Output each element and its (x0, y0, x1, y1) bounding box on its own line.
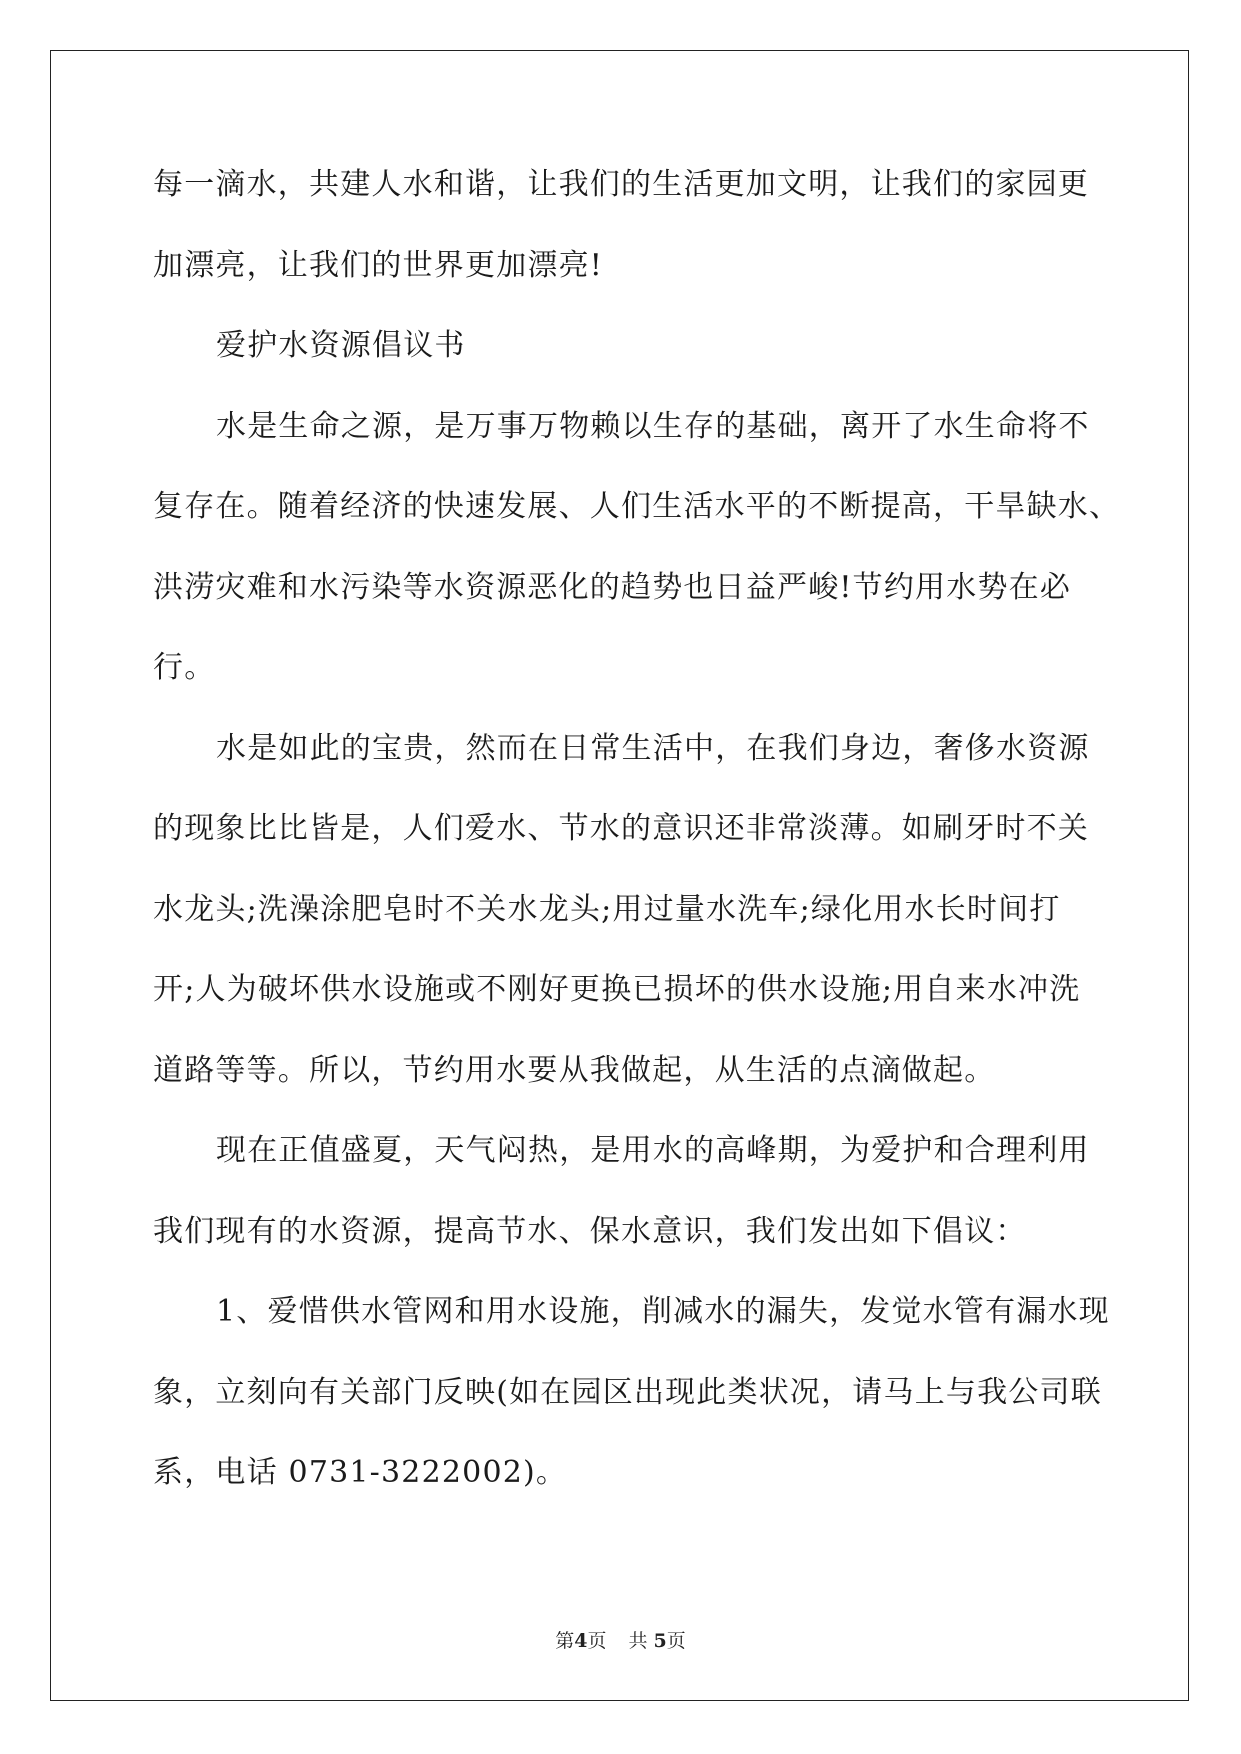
text-line-12: 道路等等。所以，节约用水要从我做起，从生活的点滴做起。 (153, 1052, 996, 1088)
document-body (153, 160, 1121, 1529)
text-line-8: 水是如此的宝贵，然而在日常生活中，在我们身边，奢侈水资源 (216, 730, 1090, 766)
text-line-5: 复存在。随着经济的快速发展、人们生活水平的不断提高，干旱缺水、 (153, 489, 1121, 524)
text-line-13: 现在正值盛夏，天气闷热，是用水的高峰期，为爱护和合理利用 (216, 1133, 1090, 1168)
section-heading: 爱护水资源倡议书 (216, 328, 466, 363)
total-suffix: 页 (666, 1630, 686, 1652)
text-line-11: 开;人为破坏供水设施或不刚好更换已损坏的供水设施;用自来水冲洗 (153, 972, 1081, 1007)
text-line-6: 洪涝灾难和水污染等水资源恶化的趋势也日益严峻!节约用水势在必 (153, 569, 1072, 605)
text-line-4: 水是生命之源，是万事万物赖以生存的基础，离开了水生命将不 (216, 408, 1090, 444)
text-line-9: 的现象比比皆是，人们爱水、节水的意识还非常淡薄。如刷牙时不关 (153, 811, 1089, 846)
text-line-14: 我们现有的水资源，提高节水、保水意识，我们发出如下倡议： (153, 1213, 1027, 1249)
text-line-1: 每一滴水，共建人水和谐，让我们的生活更加文明，让我们的家园更 (153, 167, 1089, 202)
page-suffix: 页 (587, 1630, 607, 1652)
text-line-7: 行。 (153, 650, 216, 685)
total-pages-number: 5 (653, 1630, 667, 1652)
text-line-15: 1、爱惜供水管网和用水设施，削减水的漏失，发觉水管有漏水现 (216, 1294, 1110, 1329)
text-line-2: 加漂亮，让我们的世界更加漂亮! (153, 247, 604, 283)
current-page-number: 4 (574, 1630, 588, 1652)
text-line-16: 象，立刻向有关部门反映(如在园区出现此类状况，请马上与我公司联 (153, 1374, 1102, 1410)
page-prefix: 第 (555, 1630, 575, 1652)
text-line-17: 系，电话 0731-3222002)。 (153, 1455, 568, 1490)
page-footer (0, 1626, 1241, 1653)
text-line-10: 水龙头;洗澡涂肥皂时不关水龙头;用过量水洗车;绿化用水长时间打 (153, 891, 1061, 927)
total-prefix: 共 (628, 1630, 648, 1652)
